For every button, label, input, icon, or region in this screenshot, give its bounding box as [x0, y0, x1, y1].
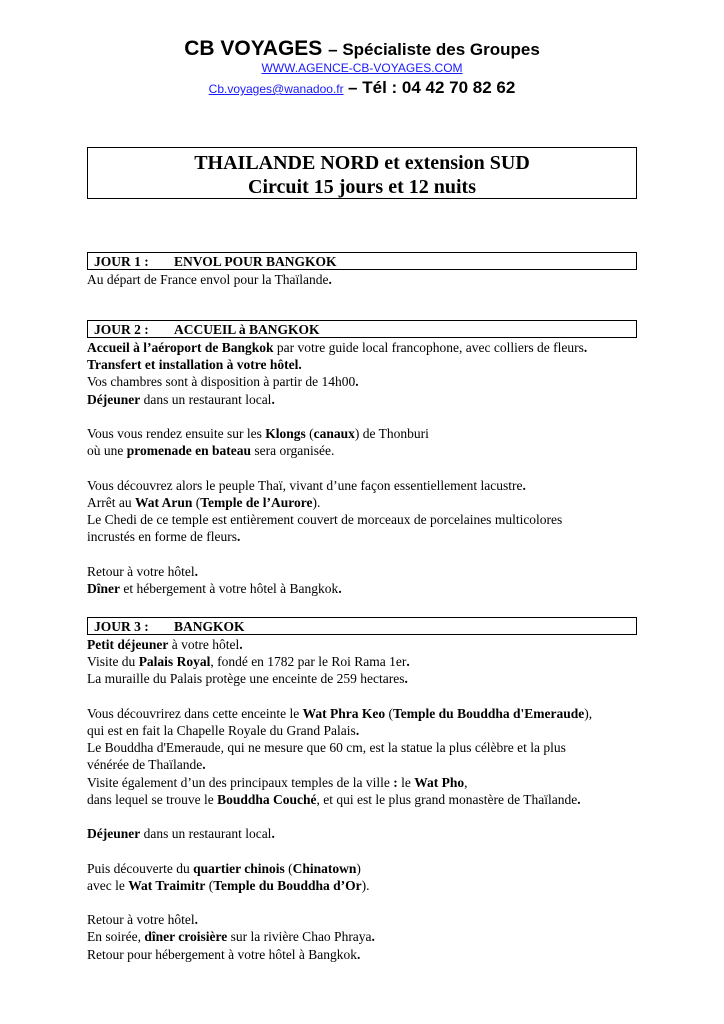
circuit-title-box: [87, 147, 637, 199]
text-line: [87, 791, 647, 808]
text-line: [87, 373, 647, 390]
text: (: [385, 705, 394, 721]
text-line: [87, 739, 647, 756]
text-line: [87, 808, 647, 825]
text: (: [305, 426, 314, 442]
bold-text: dîner croisière: [144, 929, 228, 945]
text-line: [87, 894, 647, 911]
bold-text: Wat Arun: [134, 494, 193, 510]
bold-text: Temple du Bouddha d'Emeraude: [393, 705, 585, 721]
text-line: [87, 545, 647, 562]
text: ) de Thonburi: [354, 426, 429, 442]
bold-text: .: [239, 637, 243, 652]
text: et hébergement à votre hôtel à Bangkok: [120, 580, 339, 596]
text: Visite du: [87, 654, 139, 670]
text-line: [87, 580, 647, 597]
bold-text: .: [371, 929, 375, 945]
bold-text: Bouddha Couché: [217, 791, 317, 807]
day-title: ENVOL POUR BANGKOK: [174, 254, 337, 269]
text-line: [87, 756, 647, 773]
text: ).: [361, 877, 370, 893]
bold-text: .: [194, 563, 198, 579]
text-line: [87, 391, 647, 408]
circuit-title: THAILANDE NORD et extension SUD: [194, 152, 530, 174]
text: Vous découvrirez dans cette enceinte le: [87, 705, 303, 721]
text-line: [87, 911, 647, 928]
text: incrustés en forme de fleurs: [87, 529, 237, 545]
text: Retour à votre hôtel: [87, 563, 195, 579]
text: (: [192, 494, 201, 510]
company-header: [0, 36, 724, 63]
text-line: [87, 705, 647, 722]
bold-text: .: [355, 723, 360, 739]
bold-text: .: [202, 757, 206, 773]
text: dans un restaurant local: [140, 391, 272, 407]
text: , fondé en 1782 par le Roi Rama 1er: [210, 654, 407, 670]
text: par votre guide local francophone, avec colliers de fleurs: [273, 340, 584, 355]
bold-text: .: [583, 340, 588, 355]
text: Retour à votre hôtel: [87, 912, 195, 928]
company-tagline: – Spécialiste des Groupes: [328, 40, 540, 59]
text-line: [87, 670, 647, 687]
day-1-heading: [87, 252, 637, 270]
text: Vous vous rendez ensuite sur les: [87, 426, 266, 442]
bold-text: canaux: [313, 426, 355, 442]
text-line: [87, 459, 647, 476]
text-line: [87, 774, 647, 791]
text-line: [87, 408, 647, 425]
bold-text: Petit déjeuner: [87, 637, 169, 652]
bold-text: .: [271, 391, 275, 407]
text-line: [87, 928, 647, 945]
text: qui est en fait la Chapelle Royale du Grand Palais: [87, 723, 356, 739]
text-line: [87, 946, 647, 963]
text: Le Bouddha d'Emeraude, qui ne mesure que 60 cm, est la statue la plus célèbre et la plus: [87, 740, 566, 756]
text-line: [87, 494, 647, 511]
bold-text: .: [406, 654, 410, 670]
text: avec le: [87, 877, 129, 893]
bold-text: Déjeuner: [87, 391, 141, 407]
text: le: [397, 774, 415, 790]
bold-text: .: [577, 791, 581, 807]
bold-text: Temple du Bouddha d’Or: [213, 877, 362, 893]
text-line: [87, 339, 647, 356]
bold-text: Transfert et installation à votre hôtel.: [87, 357, 302, 373]
bold-text: .: [236, 529, 241, 545]
text-line: [87, 688, 647, 705]
text: Puis découverte du: [87, 860, 194, 876]
text: (: [284, 860, 293, 876]
day-label: JOUR 1 :: [94, 254, 149, 269]
bold-text: Chinatown: [292, 860, 357, 876]
bold-text: :: [393, 774, 398, 790]
bold-text: Wat Phra Keo: [302, 705, 386, 721]
text-line: [87, 477, 647, 494]
text: ),: [584, 705, 593, 721]
text: dans un restaurant local: [140, 826, 272, 842]
phone-number: – Tél : 04 42 70 82 62: [348, 78, 516, 97]
text-line: [87, 653, 647, 670]
bold-text: Dîner: [87, 580, 120, 596]
company-name: CB VOYAGES: [184, 37, 323, 60]
text: sur la rivière Chao Phraya: [227, 929, 372, 945]
text: Visite également d’un des principaux temples de la ville: [87, 774, 394, 790]
text-line: [87, 722, 647, 739]
text: , et qui est le plus grand monastère de Thaïlande: [316, 791, 578, 807]
day-1-text: [87, 271, 647, 288]
bold-text: Accueil à l’aéroport de Bangkok: [87, 340, 274, 355]
bold-text: .: [328, 272, 332, 287]
bold-text: Palais Royal: [138, 654, 211, 670]
text: Retour pour hébergement à votre hôtel à Bangkok: [87, 946, 358, 962]
text-line: [87, 425, 647, 442]
text-line: [87, 842, 647, 859]
bold-text: .: [271, 826, 275, 842]
text-line: [87, 511, 647, 528]
bold-text: .: [404, 671, 408, 687]
bold-text: Wat Traimitr: [128, 877, 206, 893]
bold-text: Temple de l’Aurore: [200, 494, 313, 510]
text: ,: [464, 774, 468, 790]
text-line: [87, 271, 647, 288]
circuit-subtitle: Circuit 15 jours et 12 nuits: [248, 176, 476, 198]
day-3-heading: [87, 617, 637, 635]
bold-text: .: [522, 477, 526, 493]
bold-text: Klongs: [265, 426, 306, 442]
text: Vos chambres sont à disposition à partir de 14h00: [87, 374, 356, 390]
text-line: [87, 356, 647, 373]
text-line: [87, 442, 647, 459]
text-line: [87, 528, 647, 545]
day-3-text: [87, 636, 647, 963]
website-link[interactable]: WWW.AGENCE-CB-VOYAGES.COM: [261, 61, 463, 75]
text: où une: [87, 443, 127, 459]
bold-text: .: [338, 580, 342, 596]
text: ): [356, 860, 361, 876]
day-2-text: [87, 339, 647, 597]
text: La muraille du Palais protège une enceinte de 259 hectares: [87, 671, 405, 687]
contact-line: [0, 77, 724, 100]
bold-text: .: [357, 946, 361, 962]
text-line: [87, 563, 647, 580]
text: sera organisée.: [251, 443, 335, 459]
text: à votre hôtel: [168, 637, 240, 652]
text: Vous découvrez alors le peuple Thaï, vivant d’une façon essentiellement lacustre: [87, 477, 523, 493]
day-label: JOUR 2 :: [94, 322, 149, 337]
text: Arrêt au: [87, 494, 135, 510]
text-line: [87, 877, 647, 894]
day-label: JOUR 3 :: [94, 619, 149, 634]
bold-text: promenade en bateau: [126, 443, 252, 459]
day-title: ACCUEIL à BANGKOK: [174, 322, 320, 337]
bold-text: Wat Pho: [414, 774, 465, 790]
text: (: [205, 877, 214, 893]
text-line: [87, 860, 647, 877]
bold-text: .: [355, 374, 359, 390]
text: Le Chedi de ce temple est entièrement couvert de morceaux de porcelaines multicolores: [87, 512, 563, 528]
text-line: [87, 825, 647, 842]
text-line: [87, 636, 647, 653]
text: vénérée de Thaïlande: [87, 757, 203, 773]
bold-text: quartier chinois: [193, 860, 285, 876]
bold-text: Déjeuner: [87, 826, 141, 842]
day-title: BANGKOK: [174, 619, 245, 634]
text: Au départ de France envol pour la Thaïlande: [87, 272, 329, 287]
text: dans lequel se trouve le: [87, 791, 218, 807]
bold-text: .: [194, 912, 198, 928]
day-2-heading: [87, 320, 637, 338]
text: En soirée,: [87, 929, 145, 945]
email-link[interactable]: Cb.voyages@wanadoo.fr: [208, 82, 344, 96]
text: ).: [312, 494, 321, 510]
